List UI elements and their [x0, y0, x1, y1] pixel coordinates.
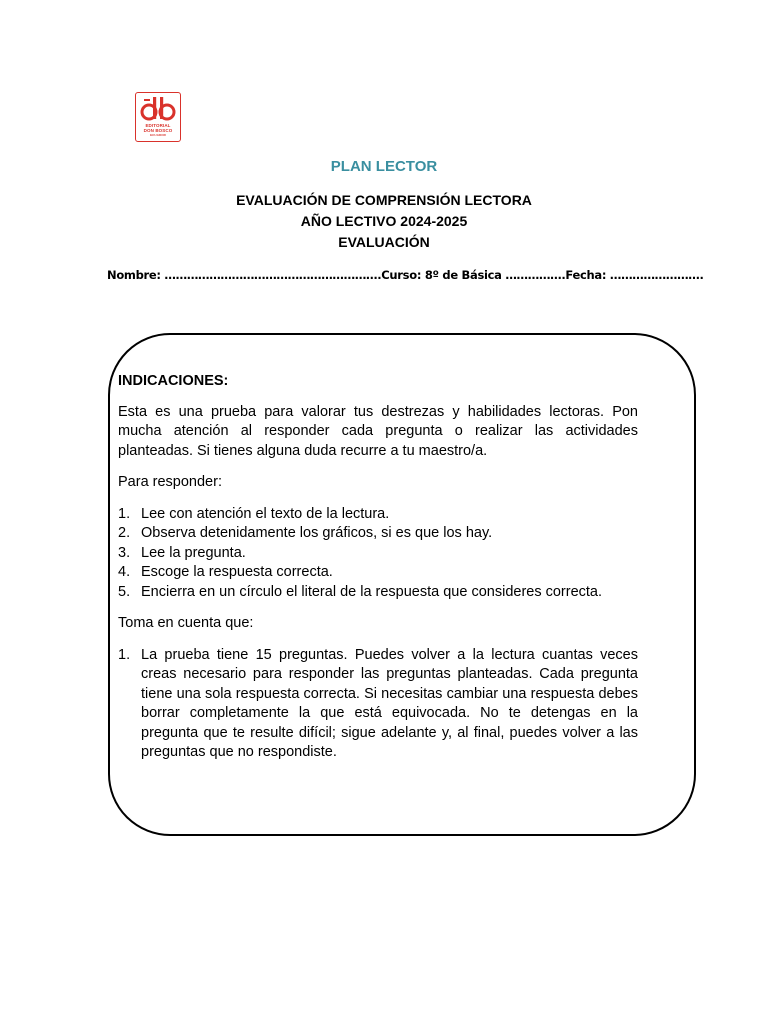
list-item-number: 4.	[118, 564, 131, 580]
instructions-content	[118, 372, 638, 763]
list-item-text: Observa detenidamente los gráficos, si es que los hay.	[141, 525, 493, 541]
heading-line-1: EVALUACIÓN DE COMPRENSIÓN LECTORA	[236, 192, 532, 208]
logo-line-2: DON BOSCO	[143, 128, 173, 133]
respond-label: Para responder:	[118, 474, 222, 490]
list-item-number: 5.	[118, 583, 131, 600]
list-item	[118, 583, 638, 603]
logo-line-3: ECUADOR	[150, 133, 166, 137]
note-item-number: 1.	[118, 646, 131, 663]
heading-line-2: AÑO LECTIVO 2024-2025	[300, 213, 468, 229]
list-item-text: Escoge la respuesta correcta.	[141, 564, 333, 580]
list-item-number: 1.	[118, 505, 131, 522]
logo-line-1: EDITORIAL	[145, 123, 171, 128]
list-item-text: Lee con atención el texto de la lectura.	[141, 505, 390, 522]
list-item	[118, 544, 638, 564]
steps-list	[118, 505, 638, 603]
list-item-text: Lee la pregunta.	[141, 544, 246, 561]
list-item-number: 3.	[118, 544, 131, 561]
list-item	[118, 563, 638, 583]
heading-line-3: EVALUACIÓN	[338, 234, 430, 250]
consider-label: Toma en cuenta que:	[118, 615, 254, 631]
list-item-text: Encierra en un círculo el literal de la respuesta que consideres correcta.	[141, 583, 603, 600]
instructions-intro: Esta es una prueba para valorar tus destrezas y habilidades lectoras. Pon mucha atención al responder cada pregunta o realizar las actividades planteadas. Si tienes alguna duda recurre a tu maestro/a.	[118, 403, 638, 459]
db-logo-icon	[139, 95, 177, 123]
plan-title: PLAN LECTOR	[330, 158, 438, 175]
list-item	[118, 505, 638, 525]
note-item	[118, 646, 638, 763]
instructions-title: INDICACIONES:	[118, 373, 229, 389]
editorial-don-bosco-logo	[135, 92, 181, 142]
list-item	[118, 524, 638, 544]
student-info-line: Nombre: ………………………………………………….Curso: 8º de Básica …………….Fecha: …………………….	[107, 268, 704, 282]
list-item-number: 2.	[118, 525, 131, 541]
note-item-text: La prueba tiene 15 preguntas. Puedes volver a la lectura cuantas veces creas necesario para responder las preguntas planteadas. Cada pregunta tiene una sola respuesta correcta. Si necesitas cambiar una respuesta debes borrar completamente la que está equivocada. No te detengas en la pregunta que te resulte difícil; sigue adelante y, al final, puedes volver a las preguntas que no respondiste.	[141, 646, 638, 760]
